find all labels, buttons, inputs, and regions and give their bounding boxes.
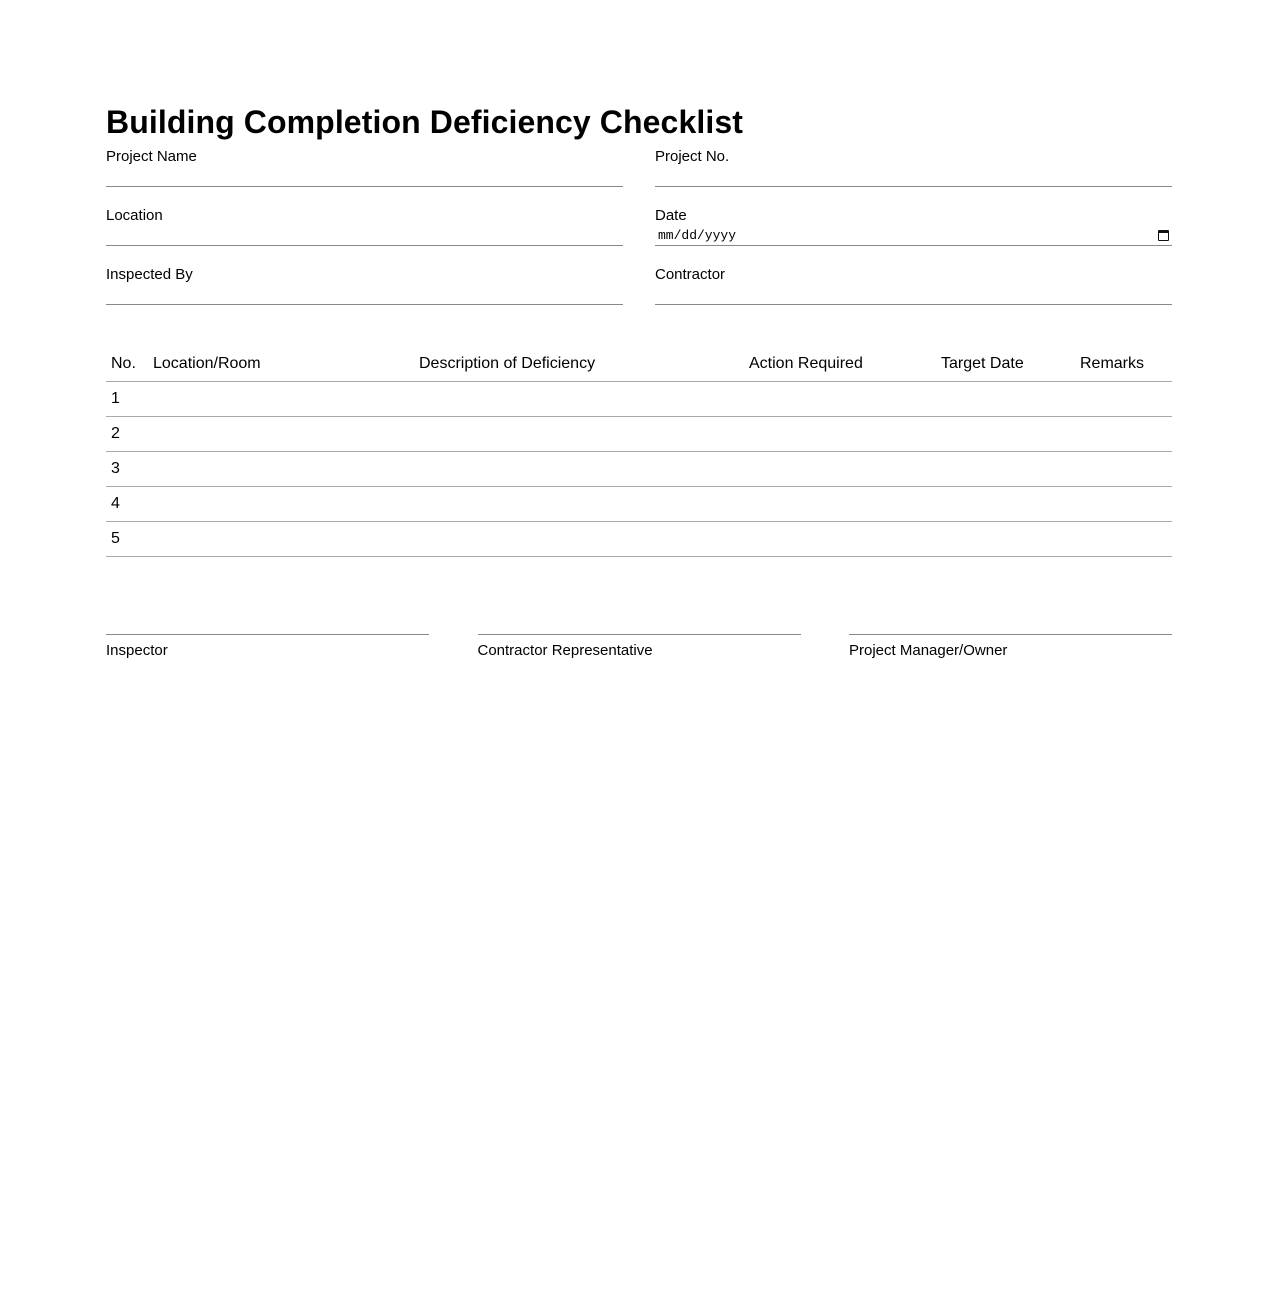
deficiency-table [106, 346, 1172, 557]
inspector-signature[interactable] [106, 634, 429, 660]
cell-location-room[interactable] [148, 487, 414, 522]
cell-description[interactable] [414, 452, 744, 487]
cell-location-room[interactable] [148, 522, 414, 557]
date-field [655, 207, 1172, 266]
cell-remarks[interactable] [1075, 417, 1172, 452]
contractor-label: Contractor [655, 266, 726, 283]
cell-action-required[interactable] [744, 487, 936, 522]
project-no-underline [655, 186, 1172, 187]
contractor-underline [655, 304, 1172, 305]
cell-target-date[interactable] [936, 382, 1075, 417]
cell-description[interactable] [414, 382, 744, 417]
cell-description[interactable] [414, 487, 744, 522]
cell-remarks[interactable] [1075, 522, 1172, 557]
date-placeholder: mm/dd/yyyy [658, 227, 737, 243]
contractor-input[interactable] [655, 286, 1172, 304]
location-input[interactable] [106, 227, 623, 245]
cell-action-required[interactable] [744, 417, 936, 452]
col-header-description: Description of Deficiency [414, 346, 744, 382]
cell-remarks[interactable] [1075, 487, 1172, 522]
row-number: 1 [106, 382, 148, 417]
inspected-by-input[interactable] [106, 286, 623, 304]
cell-target-date[interactable] [936, 487, 1075, 522]
cell-location-room[interactable] [148, 417, 414, 452]
calendar-icon[interactable] [1158, 230, 1169, 241]
owner-signature-label: Project Manager/Owner [849, 642, 1008, 659]
page-title: Building Completion Deficiency Checklist [106, 104, 743, 140]
contractor-rep-signature-label: Contractor Representative [477, 642, 653, 659]
location-label: Location [106, 207, 163, 224]
table-row [106, 382, 1172, 417]
signature-block [106, 634, 1172, 660]
header-fields [106, 148, 1172, 325]
project-no-input[interactable] [655, 168, 1172, 186]
row-number: 4 [106, 487, 148, 522]
inspected-by-field [106, 266, 623, 325]
date-label: Date [655, 207, 687, 224]
col-header-action-required: Action Required [744, 346, 936, 382]
row-number: 5 [106, 522, 148, 557]
table-header-row [106, 346, 1172, 382]
cell-remarks[interactable] [1075, 452, 1172, 487]
cell-description[interactable] [414, 522, 744, 557]
cell-location-room[interactable] [148, 452, 414, 487]
inspector-signature-label: Inspector [106, 642, 168, 659]
checklist-sheet [106, 102, 1172, 659]
col-header-no: No. [106, 346, 148, 382]
project-name-underline [106, 186, 623, 187]
owner-signature[interactable] [849, 634, 1172, 660]
table-row [106, 417, 1172, 452]
cell-target-date[interactable] [936, 417, 1075, 452]
project-no-field [655, 148, 1172, 207]
col-header-location-room: Location/Room [148, 346, 414, 382]
inspected-by-label: Inspected By [106, 266, 193, 283]
contractor-field [655, 266, 1172, 325]
table-row [106, 487, 1172, 522]
cell-remarks[interactable] [1075, 382, 1172, 417]
project-no-label: Project No. [655, 148, 730, 165]
table-row [106, 522, 1172, 557]
row-number: 3 [106, 452, 148, 487]
date-input[interactable] [655, 226, 1172, 244]
project-name-label: Project Name [106, 148, 197, 165]
cell-action-required[interactable] [744, 452, 936, 487]
cell-action-required[interactable] [744, 522, 936, 557]
project-name-field [106, 148, 623, 207]
contractor-rep-signature[interactable] [478, 634, 801, 660]
cell-description[interactable] [414, 417, 744, 452]
cell-target-date[interactable] [936, 452, 1075, 487]
col-header-target-date: Target Date [936, 346, 1075, 382]
project-name-input[interactable] [106, 168, 623, 186]
location-underline [106, 245, 623, 246]
location-field [106, 207, 623, 266]
date-underline [655, 245, 1172, 246]
col-header-remarks: Remarks [1075, 346, 1172, 382]
table-row [106, 452, 1172, 487]
cell-target-date[interactable] [936, 522, 1075, 557]
cell-action-required[interactable] [744, 382, 936, 417]
row-number: 2 [106, 417, 148, 452]
inspected-by-underline [106, 304, 623, 305]
cell-location-room[interactable] [148, 382, 414, 417]
